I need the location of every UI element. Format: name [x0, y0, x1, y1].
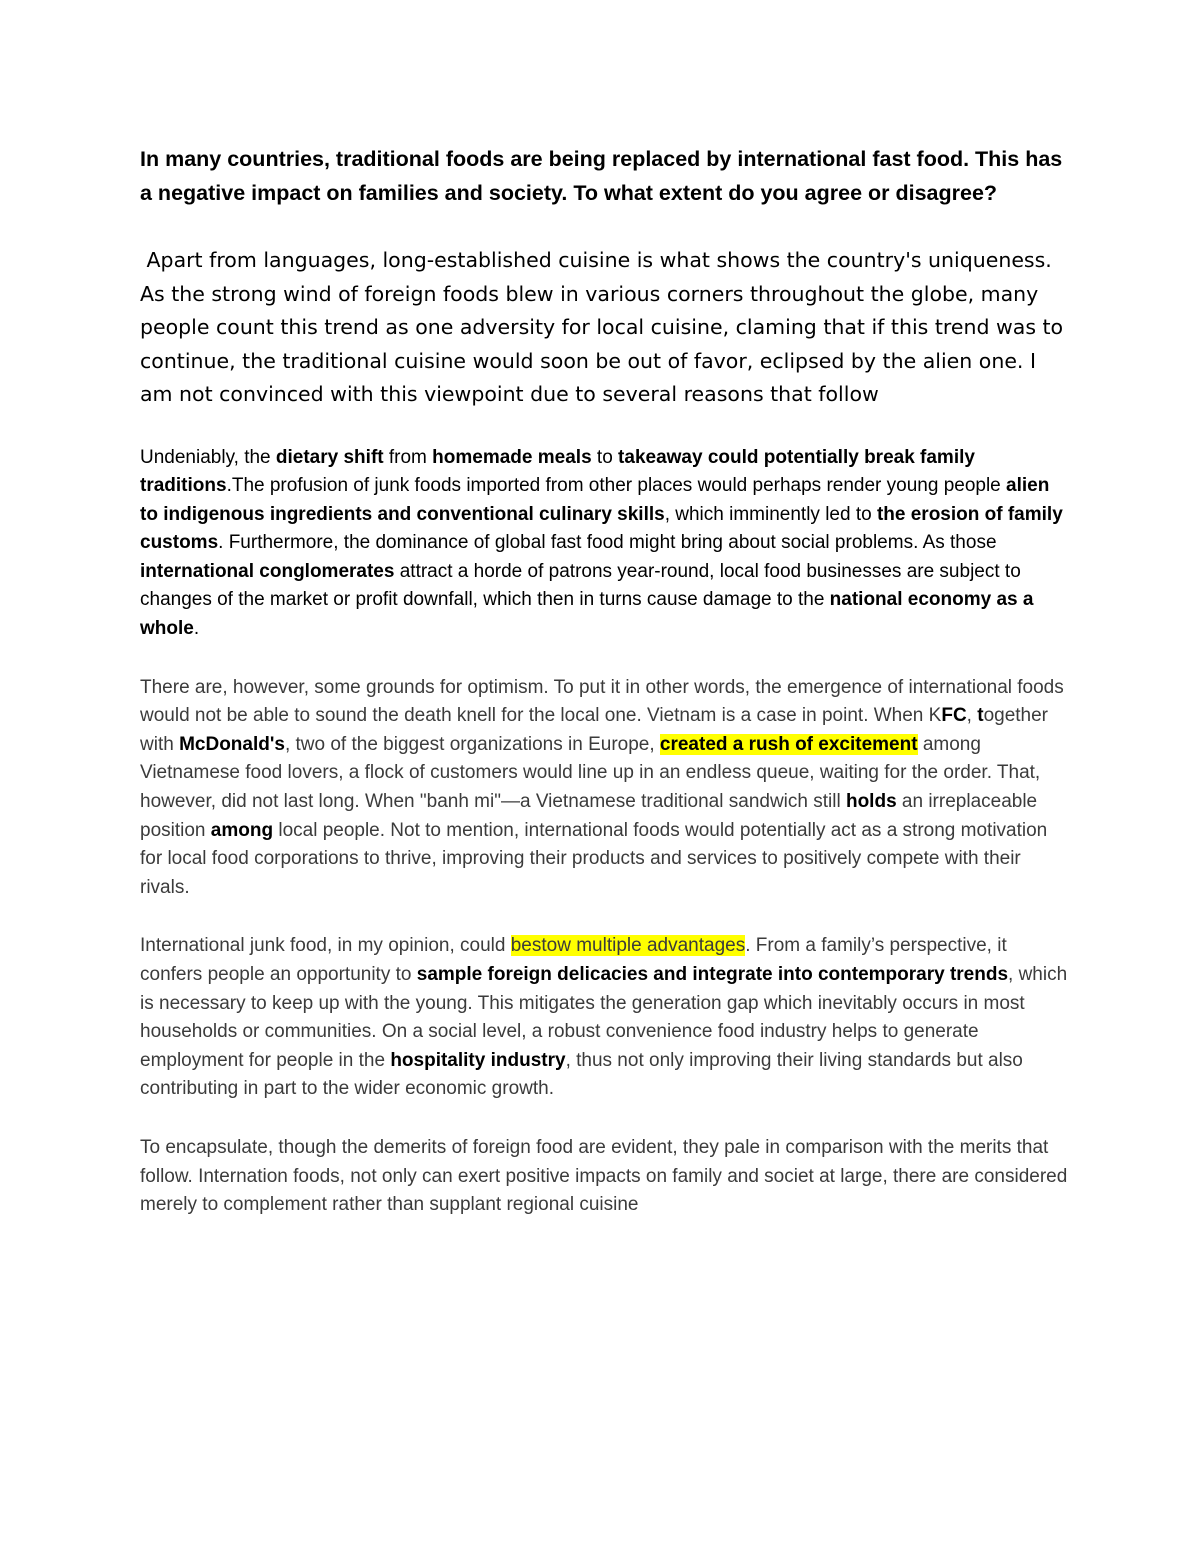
essay-prompt: In many countries, traditional foods are being replaced by international fast food. This has a negative impact on families and society. To what extent do you agree or disagree? [140, 147, 1063, 205]
text-run: among Vietnamese food lovers, a flock of customers would line up in an endless queue, waiting for the order. That, however, did not last long. When "banh mi"—a Vietnamese traditional sandwich still [140, 733, 1041, 813]
text-run: , thus not only improving their living standards but also contributing in part to the wider economic growth. [140, 1049, 1023, 1100]
text-run: , two of the biggest organizations in Europe, [284, 733, 660, 755]
text-run: Undeniably, the [140, 446, 276, 468]
highlighted-phrase: created a rush of excitement [659, 733, 918, 755]
body-paragraph-2 [140, 674, 1070, 903]
bold-phrase: the erosion of family customs [140, 503, 1063, 554]
bold-phrase: t [977, 705, 984, 727]
text-run: local people. Not to mention, international foods would potentially act as a strong motivation for local food corporations to thrive, improving their products and services to positively compete with their rivals. [140, 819, 1048, 898]
text-run: .The profusion of junk foods imported from other places would perhaps render young people [226, 475, 1007, 497]
bold-phrase: sample foreign delicacies and integrate into contemporary trends [416, 964, 1009, 985]
text-run: , which imminently led to [664, 503, 877, 525]
bold-phrase: national economy as a whole [140, 589, 1034, 640]
text-run: There are, however, some grounds for optimism. To put it in other words, the emergence of international foods would not be able to sound the death knell for the local one. Vietnam is a case in point. When K [140, 676, 1064, 727]
text-run: . [193, 618, 200, 640]
text-run: International junk food, in my opinion, could [140, 935, 511, 957]
bold-phrase: McDonald's [179, 733, 285, 755]
highlighted-phrase: bestow multiple advantages [510, 935, 746, 957]
bold-phrase: takeaway could potentially break family traditions [140, 446, 975, 497]
text-run: to [591, 446, 619, 468]
text-run: ogether with [140, 705, 1049, 755]
bold-phrase: homemade meals [432, 446, 592, 468]
text-run: attract a horde of patrons year-round, local food businesses are subject to changes of the market or profit downfall, which then in turns cause damage to the [140, 560, 1021, 611]
essay-body [140, 142, 1070, 1250]
intro-paragraph [140, 244, 1070, 412]
body-paragraph-1 [140, 444, 1070, 644]
text-run: . From a family’s perspective, it confers people an opportunity to [140, 935, 1007, 985]
text-run: . Furthermore, the dominance of global fast food might bring about social problems. As those [218, 532, 997, 554]
bold-phrase: dietary shift [275, 446, 384, 468]
text-run: , [966, 705, 978, 727]
text-run: from [383, 446, 433, 468]
conclusion-paragraph: To encapsulate, though the demerits of foreign food are evident, they pale in comparison with the merits that follow. Internation foods, not only can exert positive impacts on family and societ at large, there are considered merely to complement rather than supplant regional cuisine [140, 1136, 1068, 1216]
text-run: , which is necessary to keep up with the young. This mitigates the generation gap which inevitably occurs in most households or communities. On a social level, a robust convenience food industry helps to generate employment for people in the [140, 964, 1068, 1071]
bold-phrase: holds [845, 791, 897, 813]
body-paragraph-3 [140, 932, 1070, 1104]
intro-text: Apart from languages, long-established cuisine is what shows the country's uniqueness. As the strong wind of foreign foods blew in various corners throughout the globe, many people count this trend as one adversity for local cuisine, claming that if this trend was to continue, the traditional cuisine would soon be out of favor, eclipsed by the alien one. I am not convinced with this viewpoint due to several reasons that follow [140, 248, 1064, 406]
bold-phrase: international conglomerates [140, 560, 395, 582]
bold-phrase: FC [941, 705, 967, 727]
bold-phrase: among [210, 819, 274, 841]
bold-phrase: alien to indigenous ingredients and conventional culinary skills [140, 475, 1050, 525]
bold-phrase: hospitality industry [390, 1049, 566, 1071]
text-run: an irreplaceable position [140, 791, 1038, 841]
